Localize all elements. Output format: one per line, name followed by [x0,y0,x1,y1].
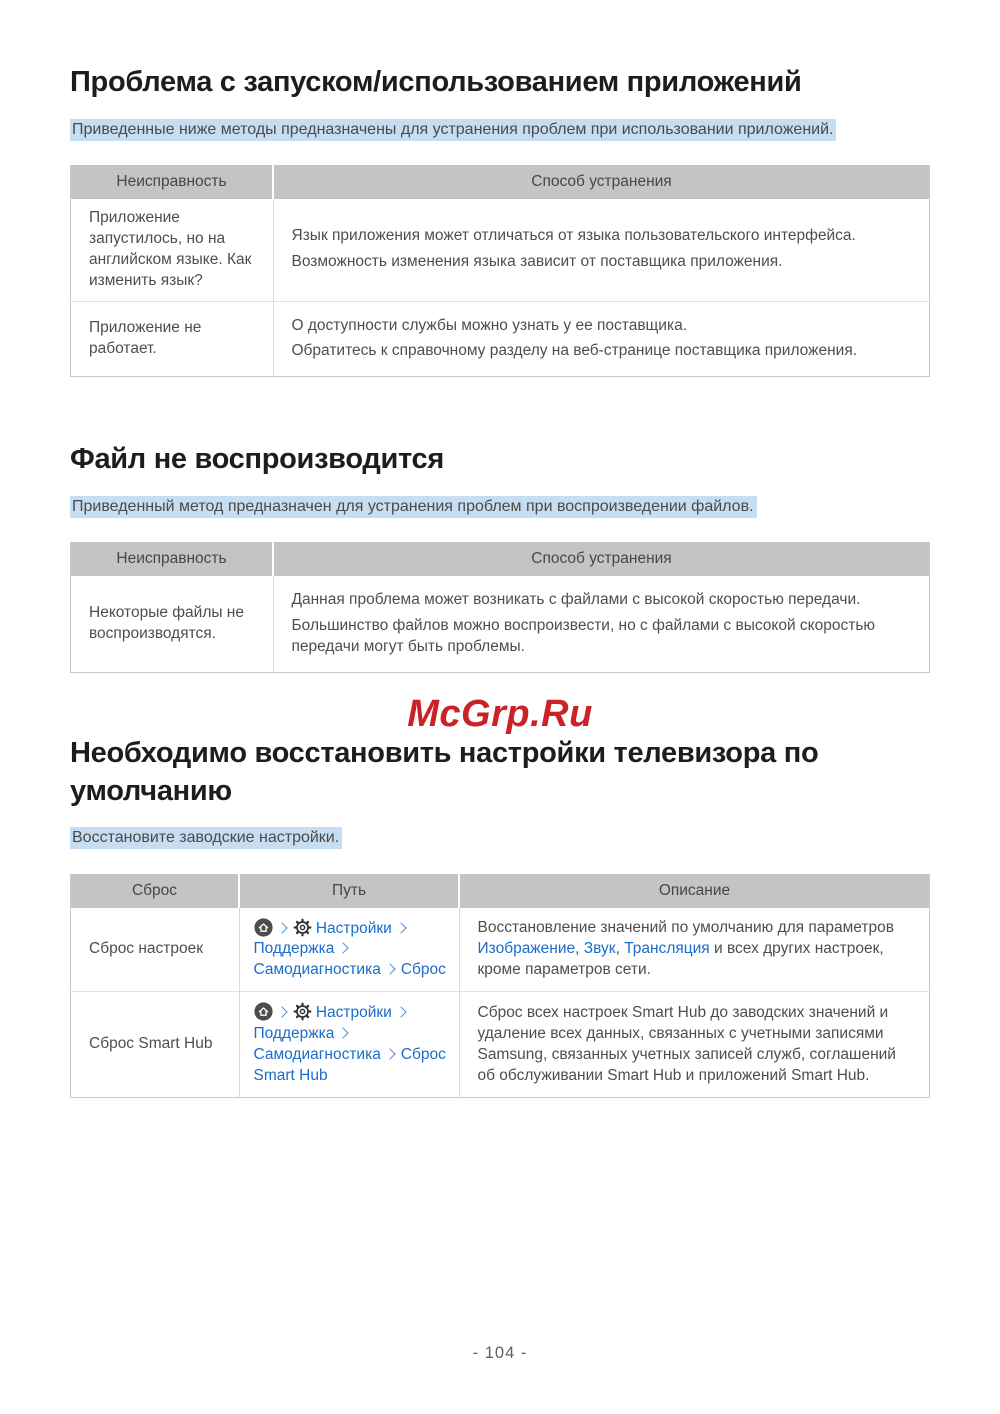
section-file-playback [70,441,930,673]
chevron-right-icon [338,1028,349,1039]
reset-cell: Сброс Smart Hub [71,992,239,1097]
solution-cell [273,576,929,672]
table-row [71,908,929,992]
chevron-right-icon [338,943,349,954]
section-title: Файл не воспроизводится [70,443,444,476]
section-intro [70,118,930,141]
section-intro [70,495,930,518]
menu-path-item[interactable]: Поддержка [253,1025,335,1043]
description-text: Восстановление значений по умолчанию для параметров [477,919,894,936]
table-row [71,199,929,301]
column-header-path: Путь [239,874,459,908]
separator: , [575,939,584,957]
section-intro [70,826,930,849]
chevron-right-icon [395,922,406,933]
problem-cell: Некоторые файлы не воспроизводятся. [71,576,273,672]
column-header-problem: Неисправность [71,165,273,199]
column-header-problem: Неисправность [71,542,273,576]
highlighted-text: Восстановите заводские настройки. [70,827,342,849]
separator: , [615,939,625,957]
menu-path-cell [239,908,459,992]
description-text: и всех других настроек, кроме параметров сети. [477,939,884,978]
home-icon [254,918,273,937]
chevron-right-icon [276,922,287,933]
page-number: - 104 - [472,1344,528,1362]
table-row [71,576,929,672]
highlighted-text: Приведенные ниже методы предназначены для устранения проблем при использовании приложений. [70,119,836,141]
settings-gear-icon [293,918,312,937]
menu-path-item[interactable]: Сброс [400,961,446,979]
page-content [70,0,930,1098]
menu-path-item[interactable]: Сброс Smart Hub [253,1046,446,1085]
table-header-row [71,874,929,908]
setting-link-broadcasting[interactable]: Трансляция [624,939,710,957]
home-icon [254,1002,273,1021]
table-row [71,301,929,376]
problem-cell: Приложение запустилось, но на английском языке. Как изменить язык? [71,199,273,301]
solution-line: Обратитесь к справочному разделу на веб-странице поставщика приложения. [291,342,858,360]
menu-path-item[interactable]: Настройки [315,1004,392,1022]
mcgrp-watermark: McGrp.Ru [407,693,593,736]
settings-gear-icon [293,1002,312,1021]
setting-link-picture[interactable]: Изображение [477,939,576,957]
troubleshooting-table-files [70,542,930,673]
menu-path-cell [239,992,459,1097]
table-row [71,992,929,1097]
highlighted-text: Приведенный метод предназначен для устранения проблем при воспроизведении файлов. [70,496,757,518]
solution-line: Большинство файлов можно воспроизвести, но с файлами с высокой скоростью передачи могут быть проблемы. [291,617,876,656]
column-header-description: Описание [459,874,929,908]
troubleshooting-table-apps [70,165,930,378]
menu-path-item[interactable]: Настройки [315,919,392,937]
description-cell [459,908,929,992]
chevron-right-icon [384,964,395,975]
setting-link-sound[interactable]: Звук [583,939,616,957]
column-header-solution: Способ устранения [273,165,929,199]
solution-line: Данная проблема может возникать с файлами с высокой скоростью передачи. [291,591,861,609]
reset-cell: Сброс настроек [71,908,239,992]
chevron-right-icon [276,1007,287,1018]
description-cell [459,992,929,1097]
chevron-right-icon [395,1007,406,1018]
menu-path-item[interactable]: Самодиагностика [253,1046,381,1064]
section-title: Проблема с запуском/использованием приложений [70,66,802,98]
solution-cell [273,301,929,376]
description-text: Сброс всех настроек Smart Hub до заводских значений и удаление всех данных, связанных с учетными записями Samsung, связанных учетных записей служб, соглашений об обслуживании Smart Hub и приложений Smart Hub. [477,1003,896,1084]
menu-path-item[interactable]: Самодиагностика [253,961,381,979]
column-header-reset: Сброс [71,874,239,908]
table-header-row [71,542,929,576]
solution-line: Возможность изменения языка зависит от поставщика приложения. [291,253,783,271]
section-factory-reset [70,735,930,1098]
reset-table [70,874,930,1098]
section-title: Необходимо восстановить настройки телевизора по умолчанию [70,736,819,807]
menu-path-item[interactable]: Поддержка [253,940,335,958]
solution-line: О доступности службы можно узнать у ее поставщика. [291,316,688,334]
solution-line: Язык приложения может отличаться от языка пользовательского интерфейса. [291,227,856,245]
problem-cell: Приложение не работает. [71,301,273,376]
chevron-right-icon [384,1048,395,1059]
solution-cell [273,199,929,301]
section-app-launch-problems [70,64,930,377]
table-header-row [71,165,929,199]
column-header-solution: Способ устранения [273,542,929,576]
